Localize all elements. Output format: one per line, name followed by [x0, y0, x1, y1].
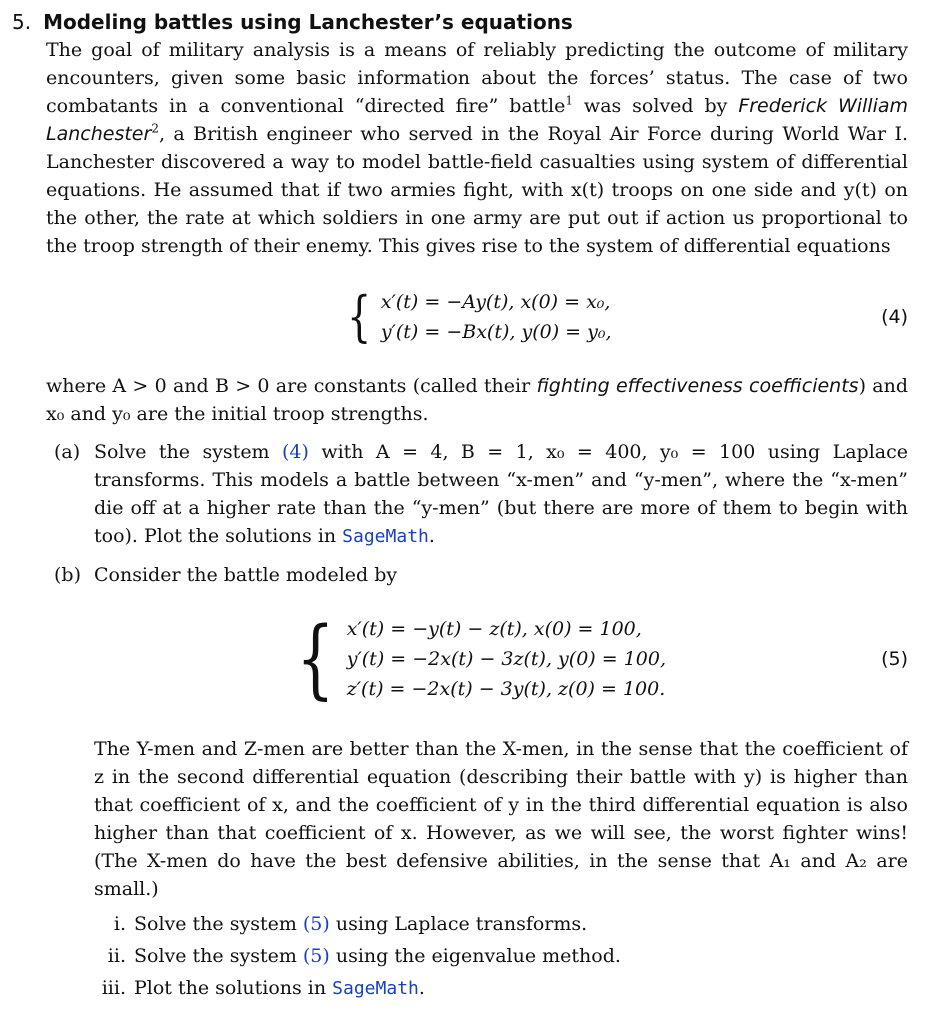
equation-4-number: (4)	[881, 306, 908, 328]
fighting-effectiveness-term: fighting effectiveness coefficients	[536, 375, 859, 397]
part-b-item-i	[96, 909, 908, 939]
problem-title: Modeling battles using Lanchester’s equations	[43, 10, 573, 34]
item-iii-text-2: .	[418, 977, 425, 999]
problem-5	[12, 10, 912, 1004]
equation-5-system	[288, 609, 666, 709]
equation-4-line-1: x′(t) = −Ay(t), x(0) = x₀,	[380, 291, 611, 313]
part-b-paragraph: The Y-men and Z-men are better than the X-men, in the sense that the coefficient of z in the second differential equation (describing their battle with y) is higher than that coefficient of x, and the coefficient of y in the third differential equation is also higher than that coefficient of x. However, as we will see, the worst fighter wins! (The X-men do have the best defensive abilities, in the sense that A₁ and A₂ are small.)	[94, 738, 908, 900]
footnote-ref-2[interactable]: 2	[151, 121, 159, 136]
item-iii-label: iii.	[101, 977, 126, 999]
intro-text-1: The goal of military analysis is a means of reliably predicting the outcome of military encounters, given some basic information about the forces’ status. The case of two combatants in a conventional “directed fire” battle	[46, 39, 908, 117]
equation-4-system	[342, 280, 611, 354]
item-i-eq-ref[interactable]: (5)	[302, 913, 330, 935]
part-a-label: (a)	[54, 441, 81, 463]
problem-number: 5.	[12, 10, 32, 34]
item-ii-label: ii.	[107, 945, 126, 967]
part-a-text-2: with A = 4, B = 1, x₀ = 400, y₀ = 100 using Laplace transforms. This models a battle between “x-men” and “y-men”, where the “x-men” die off at a higher rate than the “y-men” (but there are more of them to begin with too). Plot the solutions in	[94, 441, 908, 547]
equation-5-number: (5)	[881, 648, 908, 670]
item-iii-sagemath-link[interactable]: SageMath	[332, 978, 419, 999]
after-eq-text-2: ) and x₀ and y₀ are the initial troop strengths.	[46, 375, 908, 425]
part-b-item-iii	[96, 973, 908, 1004]
left-brace-icon: {	[296, 609, 335, 709]
equation-5-line-1: x′(t) = −y(t) − z(t), x(0) = 100,	[346, 618, 642, 640]
item-i-label: i.	[113, 913, 126, 935]
equation-4-line-2: y′(t) = −Bx(t), y(0) = y₀,	[380, 321, 612, 343]
item-i-text-2: using Laplace transforms.	[329, 913, 588, 935]
left-brace-icon: {	[347, 285, 372, 348]
part-b-item-ii	[96, 941, 908, 971]
part-a-text-3: .	[428, 525, 435, 547]
intro-paragraph	[46, 36, 908, 260]
after-eq-text-1: where A > 0 and B > 0 are constants (called their	[46, 375, 537, 397]
part-a	[54, 438, 908, 551]
equation-4-block	[46, 280, 908, 354]
item-ii-eq-ref[interactable]: (5)	[302, 945, 330, 967]
after-equation-paragraph	[46, 372, 908, 428]
part-a-sagemath-link[interactable]: SageMath	[342, 526, 429, 547]
part-b-label: (b)	[54, 564, 81, 586]
footnote-ref-1[interactable]: 1	[565, 93, 574, 108]
item-ii-text-2: using the eigenvalue method.	[329, 945, 621, 967]
item-i-text-1: Solve the system	[134, 913, 303, 935]
part-b	[54, 561, 908, 589]
intro-text-2: was solved by	[573, 95, 739, 117]
problem-header	[12, 10, 912, 34]
equation-5-line-3: z′(t) = −2x(t) − 3y(t), z(0) = 100.	[346, 678, 666, 700]
equation-5-block	[46, 609, 908, 709]
part-a-text-1: Solve the system	[94, 441, 282, 463]
part-b-intro: Consider the battle modeled by	[94, 564, 398, 586]
part-a-eq-ref[interactable]: (4)	[281, 441, 309, 463]
author-name: Frederick William Lanchester	[46, 95, 908, 145]
item-ii-text-1: Solve the system	[134, 945, 303, 967]
item-iii-text-1: Plot the solutions in	[134, 977, 333, 999]
intro-text-3: , a British engineer who served in the Royal Air Force during World War I. Lanchester discovered a way to model battle-field casualties using system of differential equations. He assumed that if two armies fight, with x(t) troops on one side and y(t) on the other, the rate at which soldiers in one army are put out if action us proportional to the troop strength of their enemy. This gives rise to the system of differential equations	[46, 123, 908, 257]
equation-5-line-2: y′(t) = −2x(t) − 3z(t), y(0) = 100,	[346, 648, 666, 670]
